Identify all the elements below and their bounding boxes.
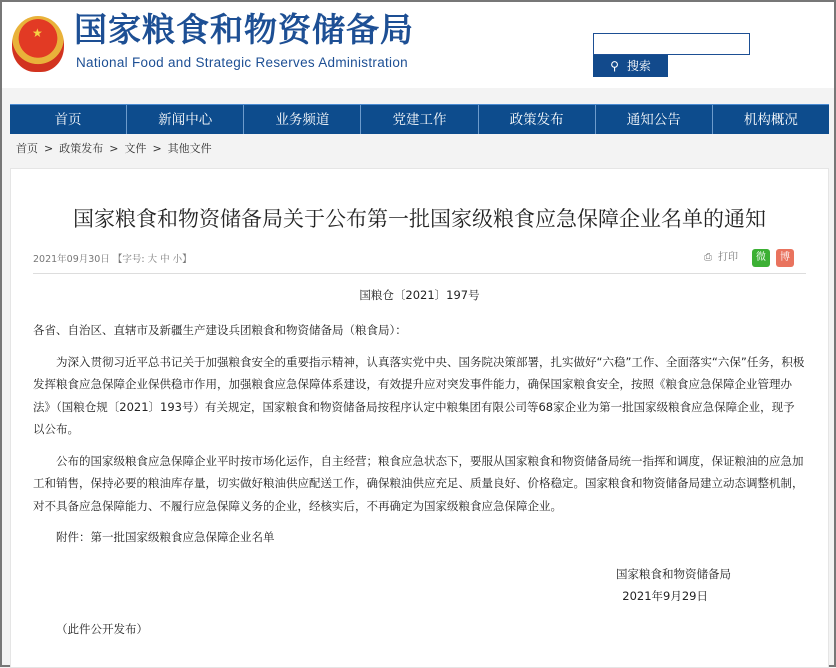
- breadcrumb: [16, 142, 212, 156]
- nav-item-party[interactable]: 党建工作: [361, 105, 478, 134]
- site-title-cn: 国家粮食和物资储备局: [74, 10, 414, 49]
- nav-item-about[interactable]: 机构概况: [743, 111, 798, 128]
- breadcrumb-home[interactable]: 首页: [16, 142, 38, 155]
- nav-item-home[interactable]: 首页: [10, 105, 127, 134]
- article-meta: [33, 253, 192, 267]
- paragraph: 公布的国家级粮食应急保障企业平时按市场化运作，自主经营；粮食应急状态下，要服从国家粮食和物资储备局统一指挥和调度，保证粮油的应急加工和销售，保持必要的粮油库存量，切实做好粮油供应配送工作，确保粮油供应充足、质量良好、价格稳定。国家粮食和物资储备局建立动态调整机制，对不具备应急保障能力、不履行应急保障义务的企业，经核实后，不再确定为国家级粮食应急保障企业。: [33, 453, 804, 513]
- article-panel: [10, 168, 829, 668]
- site-header: [2, 2, 834, 88]
- breadcrumb-other[interactable]: 其他文件: [167, 142, 212, 155]
- weibo-share-icon[interactable]: 博: [776, 249, 794, 267]
- search-button-label: 搜索: [626, 59, 651, 73]
- search-icon: ⚲: [610, 59, 619, 73]
- attachment-link[interactable]: 附件：第一批国家级粮食应急保障企业名单: [56, 530, 275, 544]
- print-icon[interactable]: ⎙: [704, 252, 712, 263]
- article-title: 国家粮食和物资储备局关于公布第一批国家级粮食应急保障企业名单的通知: [73, 207, 766, 231]
- breadcrumb-files[interactable]: 文件: [124, 142, 147, 155]
- nav-item-notices[interactable]: 通知公告: [596, 105, 713, 134]
- chevron-right-icon: >: [109, 142, 119, 155]
- font-size-control[interactable]: 【字号: 大 中 小】: [112, 254, 192, 265]
- print-link[interactable]: 打印: [718, 252, 738, 263]
- signature: 国家粮食和物资储备局: [616, 566, 731, 581]
- publish-date: 2021年09月30日: [33, 254, 110, 265]
- paragraph: 为深入贯彻习近平总书记关于加强粮食安全的重要指示精神，认真落实党中央、国务院决策部署，扎实做好“六稳”工作、全面落实“六保”任务，积极发挥粮食应急保障企业保供稳市作用，加强粮食应急保障体系建设，有效提升应对突发事件能力，确保国家粮食安全，按照《粮食应急保障企业管理办法》（国粮仓规〔2021〕193号）有关规定，国家粮食和物资储备局按程序认定中粮集团有限公司等68家企业为第一批国家级粮食应急保障企业，现予以公布。: [33, 354, 805, 436]
- nav-item-business[interactable]: 业务频道: [244, 105, 361, 134]
- site-title-en: National Food and Strategic Reserves Administration: [76, 55, 408, 70]
- breadcrumb-policy[interactable]: 政策发布: [59, 142, 104, 155]
- share-tools: [704, 249, 794, 267]
- wechat-share-icon[interactable]: 微: [752, 249, 770, 267]
- divider: [33, 273, 806, 274]
- document-number: 国粮仓〔2021〕197号: [359, 288, 480, 302]
- publication-note: （此件公开发布）: [56, 621, 148, 636]
- article-body: [33, 319, 806, 649]
- search-input[interactable]: [593, 33, 750, 55]
- salutation: 各省、自治区、直辖市及新疆生产建设兵团粮食和物资储备局（粮食局）：: [33, 323, 407, 337]
- sign-date: 2021年9月29日: [622, 589, 708, 603]
- chevron-right-icon: >: [44, 142, 54, 155]
- main-nav: [10, 104, 829, 134]
- nav-item-news[interactable]: 新闻中心: [127, 105, 244, 134]
- national-emblem-logo: ★: [12, 16, 64, 72]
- nav-item-policy[interactable]: 政策发布: [479, 105, 596, 134]
- chevron-right-icon: >: [152, 142, 162, 155]
- search-button[interactable]: [593, 55, 668, 77]
